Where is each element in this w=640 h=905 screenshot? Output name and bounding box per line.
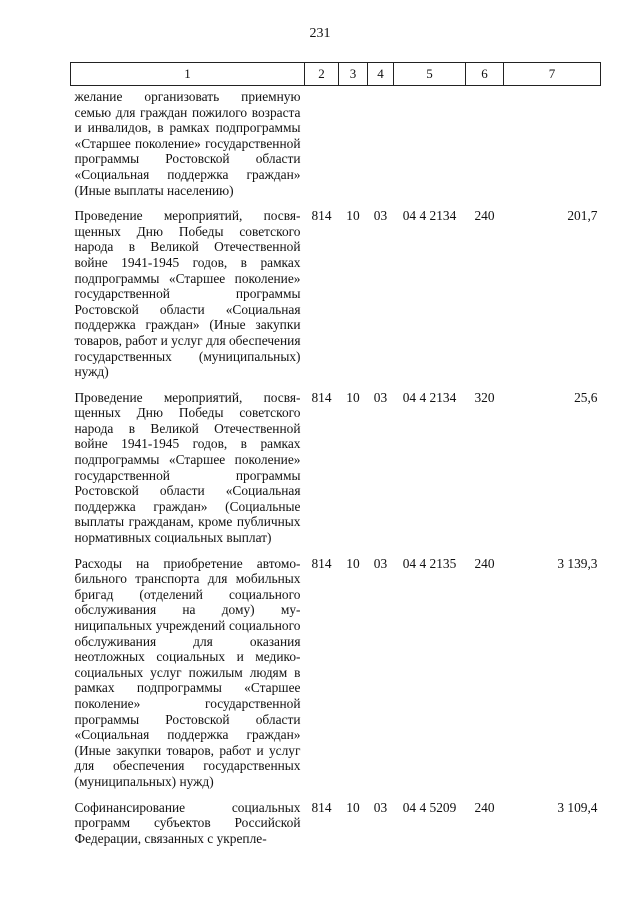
column-header-3: 3 bbox=[339, 63, 368, 86]
row-ministry-code bbox=[305, 86, 339, 199]
column-header-4: 4 bbox=[368, 63, 394, 86]
row-expense-type: 240 bbox=[474, 799, 495, 815]
column-header-6: 6 bbox=[466, 63, 504, 86]
column-header-1: 1 bbox=[71, 63, 305, 86]
row-amount: 3 139,3 bbox=[557, 555, 598, 571]
row-ministry-code: 814 bbox=[311, 208, 332, 224]
table-row bbox=[71, 198, 601, 380]
row-subsection-code: 03 bbox=[373, 555, 388, 571]
header-row bbox=[71, 63, 601, 86]
row-description: Софинансирование социальных программ субъектов Российской Федерации, связанных с укрепле- bbox=[74, 799, 301, 846]
row-ministry-code: 814 bbox=[311, 389, 332, 405]
row-subsection-code: 03 bbox=[373, 389, 388, 405]
row-amount: 201,7 bbox=[567, 208, 598, 224]
row-subsection-code: 03 bbox=[373, 799, 388, 815]
row-target-article: 04 4 5209 bbox=[402, 799, 457, 815]
row-target-article bbox=[394, 86, 466, 199]
column-header-2: 2 bbox=[305, 63, 339, 86]
row-amount: 25,6 bbox=[574, 389, 598, 405]
row-expense-type: 320 bbox=[474, 389, 495, 405]
table-row bbox=[71, 790, 601, 847]
row-description: Расходы на приобретение автомобильного транспорта для мобильных бригад (отделений социального обслуживания на дому) муниципальных учреждений социального обслуживания для оказания неотложных социальных и медико-социальных услуг пожилым людям в рамках подпрограммы «Старшее поколение» государственной программы Ростовской области «Социальная поддержка граждан» (Иные закупки товаров, работ и услуг для обеспечения государственных (муниципальных) нужд) bbox=[74, 555, 301, 789]
row-target-article: 04 4 2134 bbox=[402, 389, 457, 405]
row-amount: 3 109,4 bbox=[557, 799, 598, 815]
page-number: 231 bbox=[309, 26, 331, 41]
row-section-code bbox=[339, 86, 368, 199]
row-section-code: 10 bbox=[346, 555, 360, 571]
row-section-code: 10 bbox=[346, 389, 360, 405]
row-section-code: 10 bbox=[346, 799, 360, 815]
row-description: Проведение мероприятий, посвященных Дню Победы советского народа в Великой Отечественной войне 1941-1945 годов, в рамках подпрограммы «Старшее поколение» государственной программы Ростовской области «Социальная поддержка граждан» (Иные закупки товаров, работ и услуг для обеспечения государственных (муниципальных) нужд) bbox=[74, 208, 301, 380]
row-target-article: 04 4 2134 bbox=[402, 208, 457, 224]
column-header-5: 5 bbox=[394, 63, 466, 86]
row-section-code: 10 bbox=[346, 208, 360, 224]
budget-table bbox=[70, 62, 601, 846]
row-expense-type bbox=[466, 86, 504, 199]
table-row bbox=[71, 380, 601, 546]
row-description: Проведение мероприятий, посвященных Дню Победы советского народа в Великой Отечественной войне 1941-1945 годов, в рамках подпрограммы «Старшее поколение» государственной программы Ростовской области «Социальная поддержка граждан» (Социальные выплаты гражданам, кроме публичных нормативных социальных выплат) bbox=[74, 389, 301, 546]
row-subsection-code: 03 bbox=[373, 208, 388, 224]
row-expense-type: 240 bbox=[474, 208, 495, 224]
row-subsection-code bbox=[368, 86, 394, 199]
column-header-7: 7 bbox=[504, 63, 601, 86]
row-description: желание организовать приемную семью для граждан пожилого возраста и инвалидов, в рамках подпрограммы «Старшее поколение» государственной программы Ростовской области «Социальная поддержка граждан» (Иные выплаты населению) bbox=[74, 89, 301, 198]
row-amount bbox=[504, 86, 601, 199]
row-ministry-code: 814 bbox=[311, 799, 332, 815]
row-ministry-code: 814 bbox=[311, 555, 332, 571]
row-target-article: 04 4 2135 bbox=[402, 555, 457, 571]
table-row bbox=[71, 546, 601, 790]
table-row bbox=[71, 86, 601, 199]
row-expense-type: 240 bbox=[474, 555, 495, 571]
